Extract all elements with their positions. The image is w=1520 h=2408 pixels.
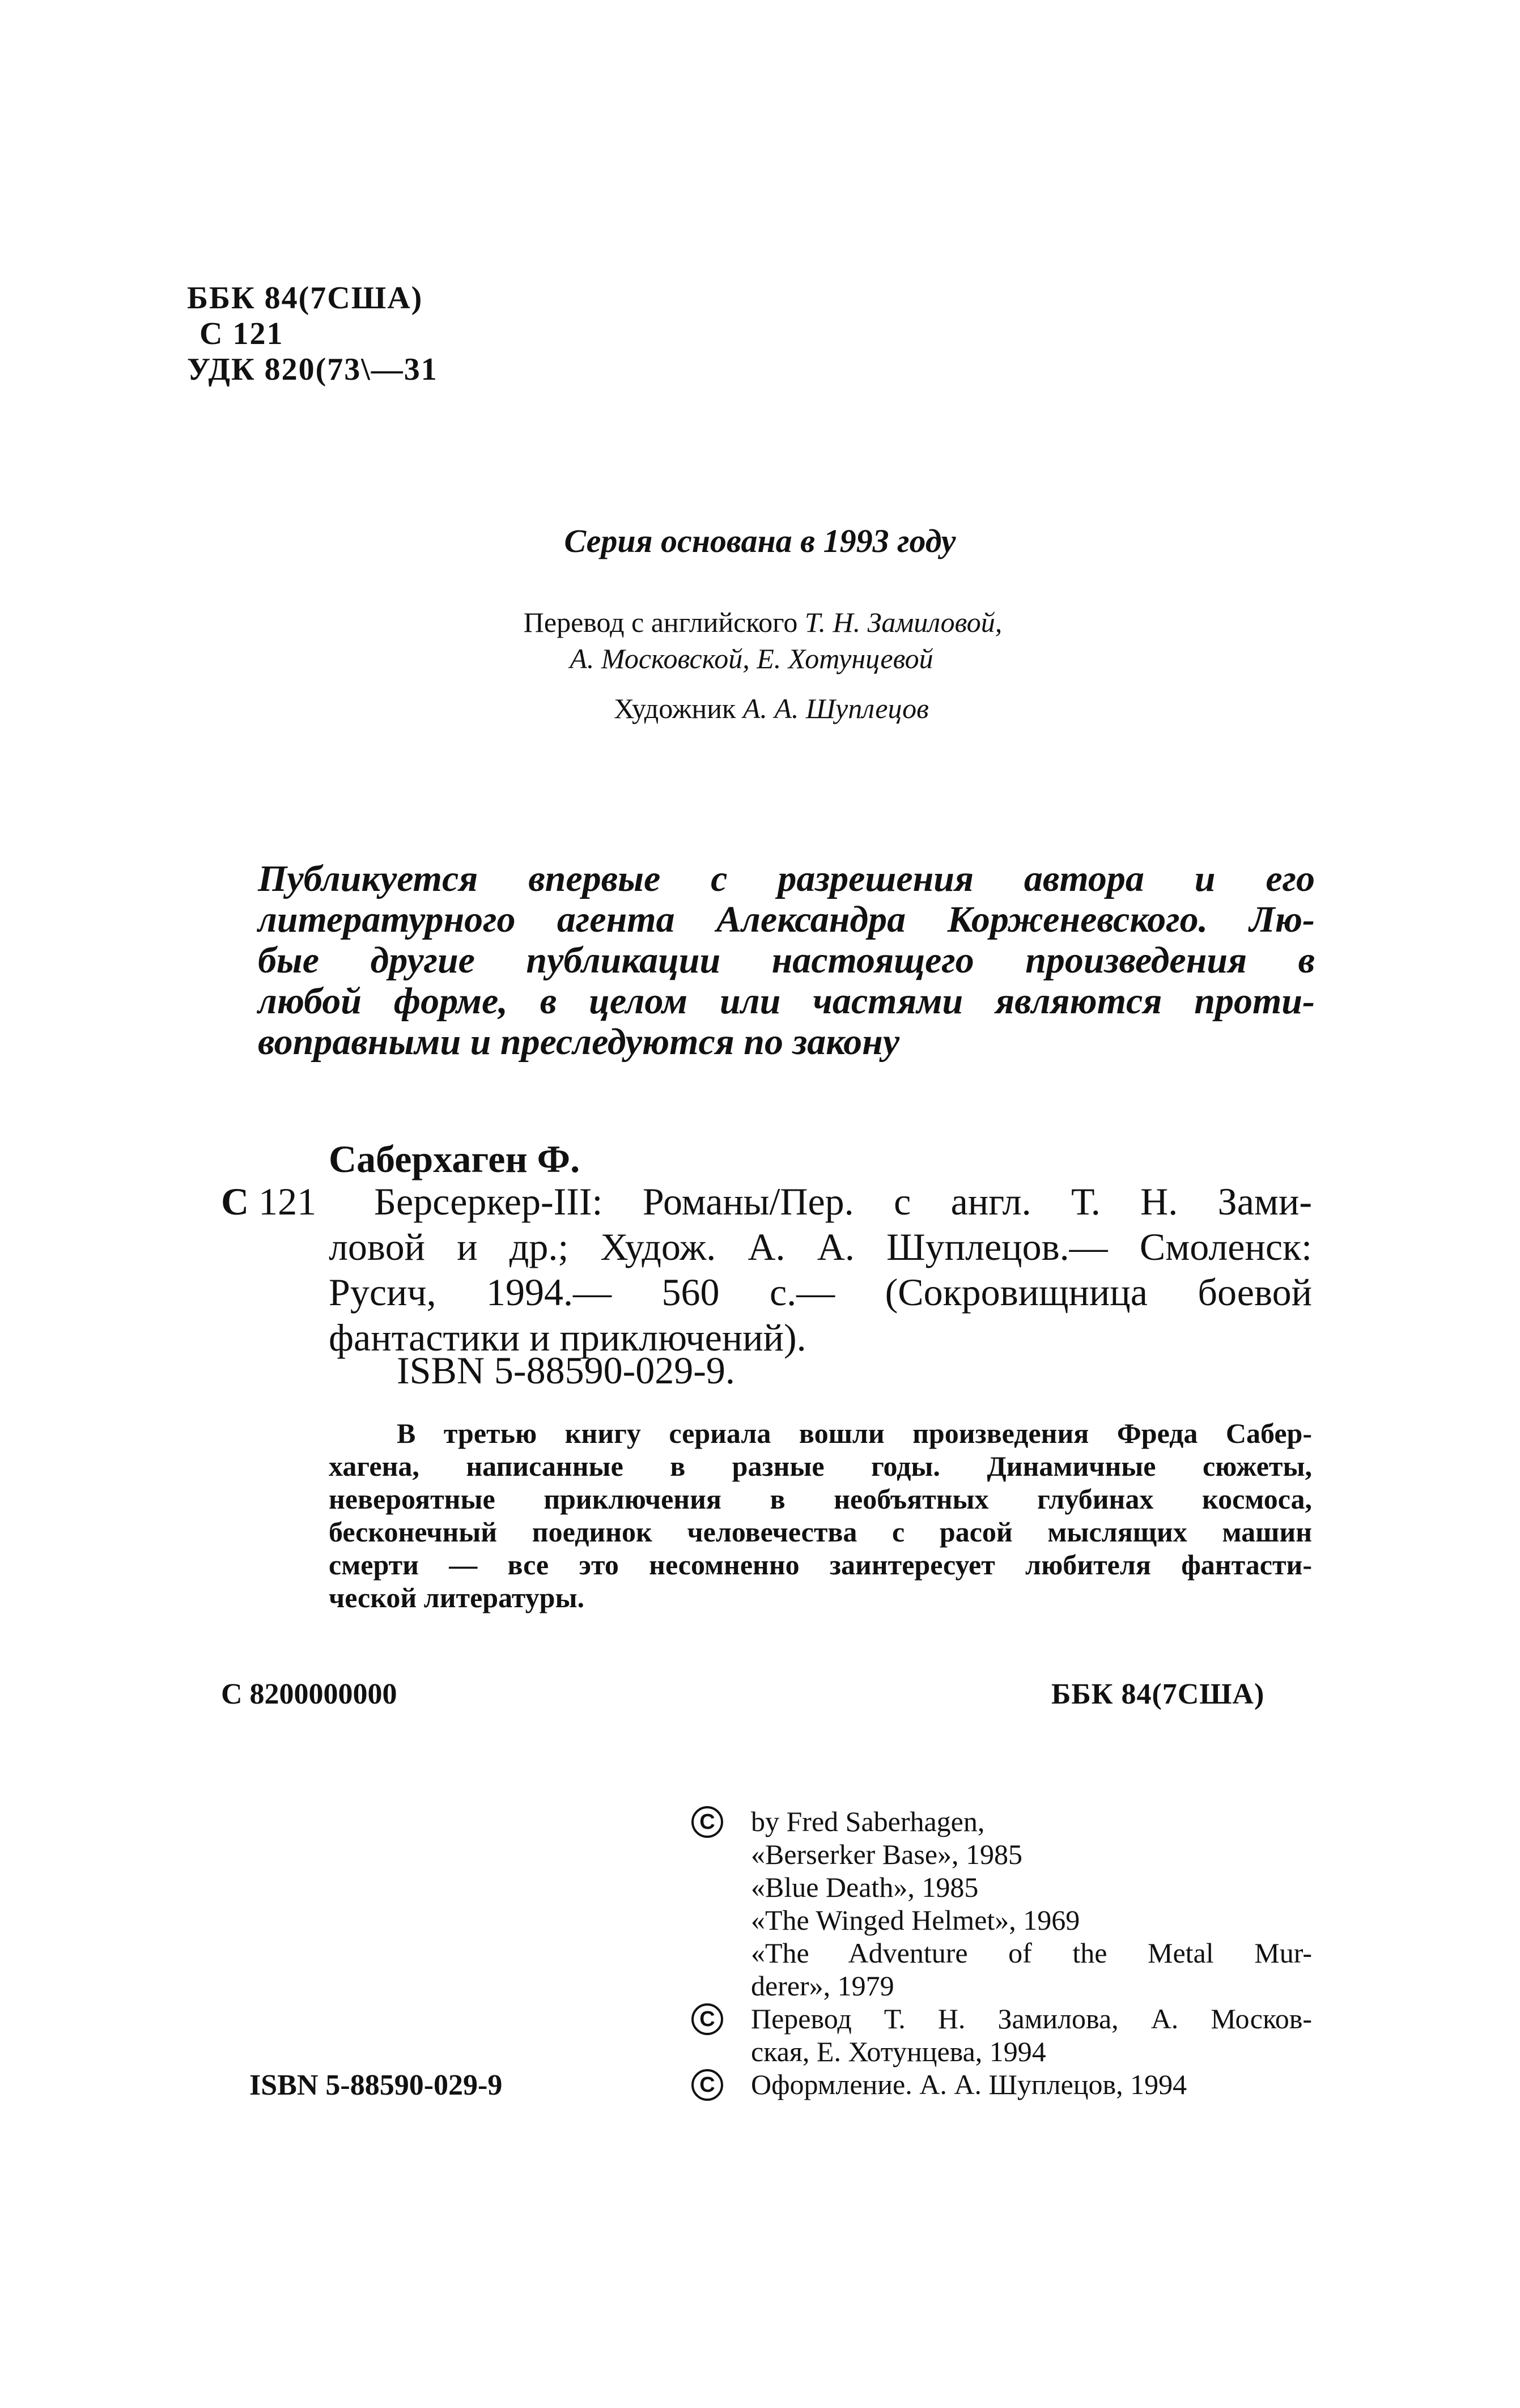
card-code-number: 121 (249, 1180, 317, 1223)
annotation (329, 1417, 1312, 1614)
series-note: Серия основана в 1993 году (564, 523, 956, 559)
copyright-icon: C (691, 2003, 723, 2035)
translators-credit (0, 604, 1520, 677)
copyright-block (691, 1805, 1312, 2101)
annotation-line: ческой литературы. (329, 1582, 585, 1613)
card-line: Берсеркер-III: Романы/Пер. с англ. Т. Н. Зами- (374, 1180, 1312, 1223)
annotation-line: смерти — все это несомненно заинтересует любителя фантасти- (329, 1549, 1312, 1581)
card-description (329, 1179, 1312, 1360)
copyright-line: «Berserker Base», 1985 (751, 1838, 1023, 1870)
copyright-icon: C (691, 1806, 723, 1838)
copyright-entry-design (691, 2068, 1312, 2101)
copyright-line: Перевод Т. Н. Замилова, А. Москов- (751, 2003, 1312, 2035)
translators-prefix: Перевод с английского (523, 606, 805, 638)
classification-codes (187, 281, 438, 388)
card-line: ловой и др.; Худож. А. А. Шуплецов.— Смоленск: (329, 1225, 1312, 1268)
copyright-line: «The Adventure of the Metal Mur- (751, 1937, 1312, 1969)
card-code (221, 1179, 316, 1224)
copyright-entry-author (691, 1805, 1312, 2002)
copyright-icon: C (691, 2069, 723, 2101)
card-line: фантастики и приключений). (329, 1316, 806, 1359)
rights-notice (258, 859, 1315, 1063)
illustrator-name: А. А. Шуплецов (742, 693, 929, 724)
notice-line: бые другие публикации настоящего произведения в (258, 940, 1315, 981)
card-author: Саберхаген Ф. (329, 1137, 580, 1180)
translators-names-1: Т. Н. Замиловой, (804, 606, 1003, 638)
classification-right: ББК 84(7США) (1051, 1678, 1265, 1710)
annotation-line: В третью книгу сериала вошли произведения Фреда Сабер- (397, 1417, 1312, 1449)
annotation-line: бесконечный поединок человечества с расой мыслящих машин (329, 1516, 1312, 1548)
illustrator-prefix: Художник (614, 693, 743, 724)
copyright-line: Оформление. А. А. Шуплецов, 1994 (751, 2069, 1187, 2100)
translators-line-2: А. Московской, Е. Хотунцевой (570, 643, 933, 674)
translators-line-1 (0, 604, 1520, 640)
notice-line: Публикуется впервые с разрешения автора и его (258, 858, 1315, 899)
card-isbn: ISBN 5-88590-029-9. (397, 1349, 735, 1392)
copyright-line: «Blue Death», 1985 (751, 1871, 979, 1903)
card-code-letter: С (221, 1180, 249, 1223)
copyright-entry-translation (691, 2002, 1312, 2068)
copyright-line: «The Winged Helmet», 1969 (751, 1904, 1080, 1936)
annotation-line: невероятные приключения в необъятных глубинах космоса, (329, 1483, 1312, 1515)
card-line: Русич, 1994.— 560 с.— (Сокровищница боевой (329, 1271, 1312, 1314)
notice-line: литературного агента Александра Корженевского. Лю- (258, 899, 1315, 940)
bbk-code: ББК 84(7США) (187, 281, 423, 316)
notice-line: воправными и преследуются по закону (258, 1021, 900, 1063)
copyright-line: derer», 1979 (751, 1970, 894, 2002)
notice-line: любой форме, в целом или частями являются проти- (258, 980, 1315, 1022)
annotation-line: хагена, написанные в разные годы. Динамичные сюжеты, (329, 1450, 1312, 1482)
c-code: С 121 (199, 316, 284, 351)
classification-left: С 8200000000 (221, 1678, 397, 1710)
illustrator-credit (0, 690, 1520, 727)
copyright-line: by Fred Saberhagen, (751, 1806, 985, 1837)
copyright-line: ская, Е. Хотунцева, 1994 (751, 2036, 1046, 2067)
isbn-bottom: ISBN 5-88590-029-9 (249, 2069, 503, 2101)
udk-code: УДК 820(73\—31 (187, 352, 438, 387)
